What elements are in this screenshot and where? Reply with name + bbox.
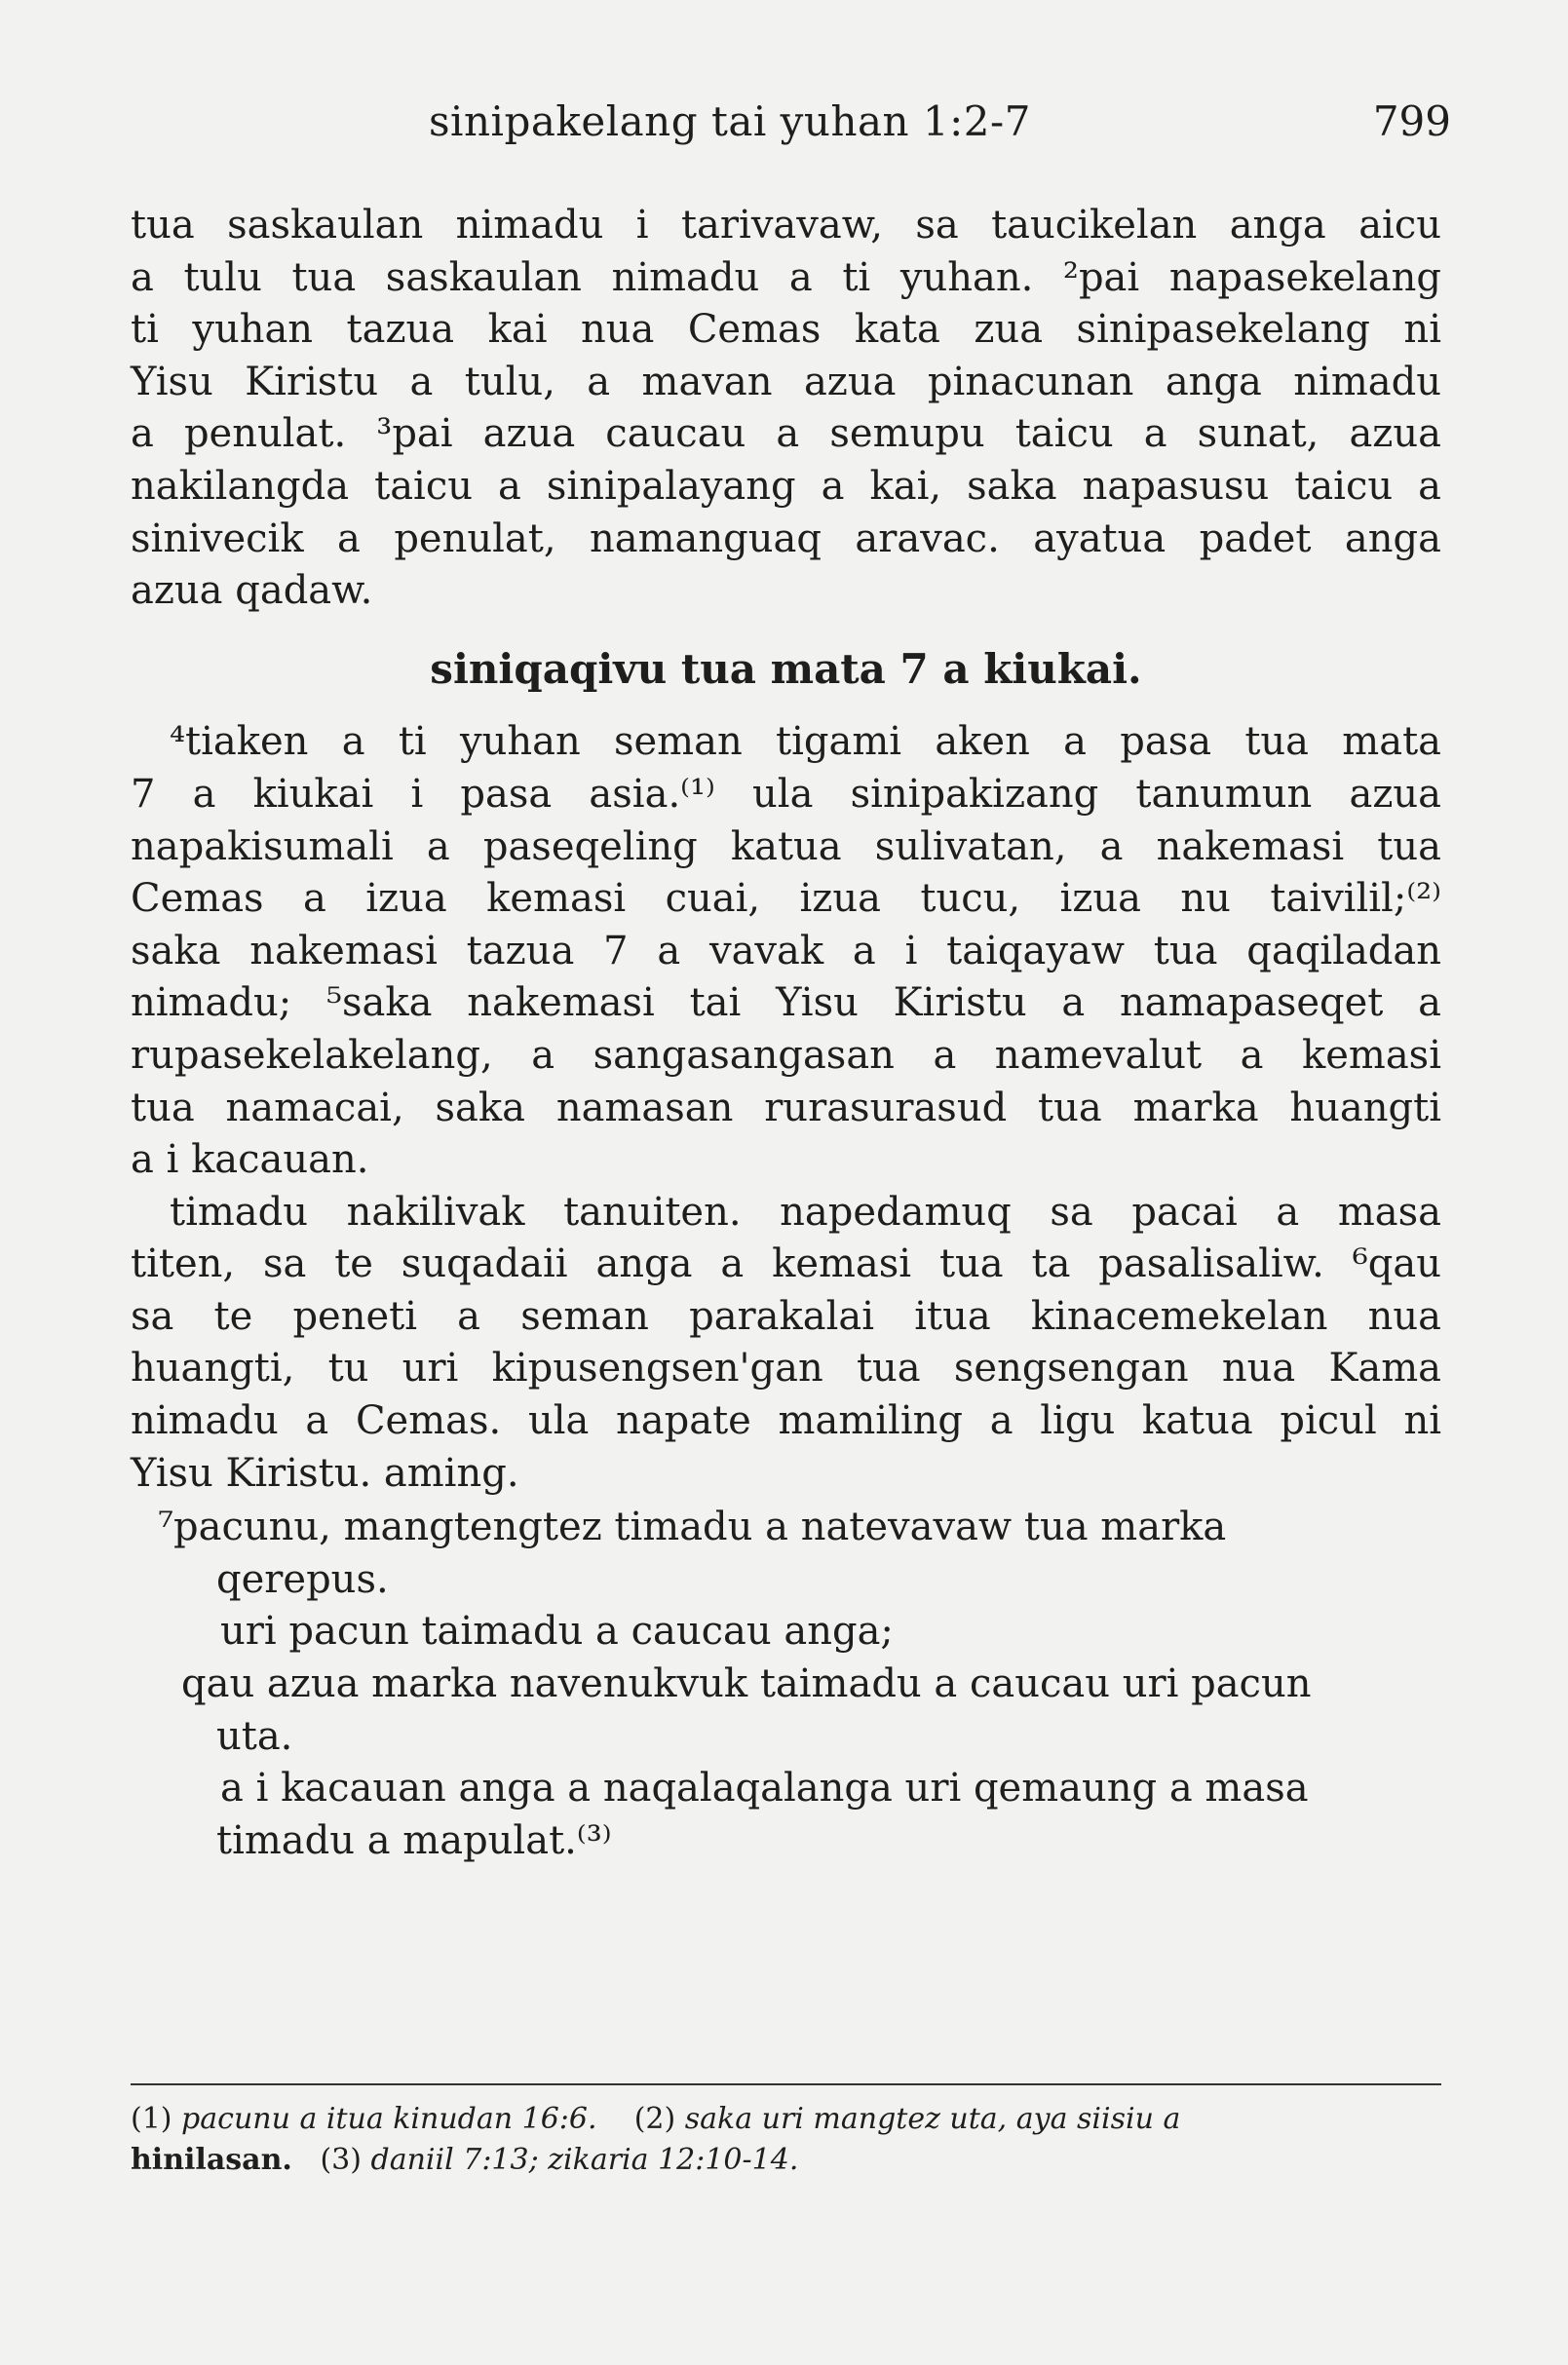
text-line: a i kacauan. xyxy=(131,1137,369,1183)
text-line: tua saskaulan nimadu i tarivavaw, sa taucikelan anga aicu xyxy=(131,203,1441,248)
text-line: titen, sa te suqadaii anga a kemasi tua ta pasalisaliw. ⁶qau xyxy=(131,1241,1441,1287)
footnote-2-text: saka uri mangtez uta, aya siisiu a xyxy=(684,2102,1181,2136)
text-line: nakilangda taicu a sinipalayang a kai, saka napasusu taicu a xyxy=(131,463,1441,509)
text-line: tua namacai, saka namasan rurasurasud tua marka huangti xyxy=(131,1085,1441,1130)
poem-line: ⁷pacunu, mangtengtez timadu a natevavaw tua marka xyxy=(158,1505,1227,1550)
text-line: azua qadaw. xyxy=(131,568,373,614)
text-line: sa te peneti a seman parakalai itua kinacemekelan nua xyxy=(131,1293,1441,1339)
poem-line: uta. xyxy=(216,1713,293,1759)
footnotes xyxy=(131,2083,1441,2181)
text-line: nimadu; ⁵saka nakemasi tai Yisu Kiristu a namapaseqet a xyxy=(131,980,1441,1026)
page-number: 799 xyxy=(1372,97,1451,145)
footnote-2-continuation: hinilasan. xyxy=(131,2143,292,2177)
text-line: ⁴tiaken a ti yuhan seman tigami aken a pasa tua mata xyxy=(170,719,1441,765)
poem-line: a i kacauan anga a naqalaqalanga uri qemaung a masa xyxy=(220,1766,1309,1812)
running-header xyxy=(429,97,1451,156)
text-line: rupasekelakelang, a sangasangasan a namevalut a kemasi xyxy=(131,1032,1441,1078)
text-line: ti yuhan tazua kai nua Cemas kata zua sinipasekelang ni xyxy=(131,307,1441,353)
text-line: Yisu Kiristu a tulu, a mavan azua pinacunan anga nimadu xyxy=(131,359,1441,404)
text-line: nimadu a Cemas. ula napate mamiling a ligu katua picul ni xyxy=(131,1398,1441,1444)
poem-line: uri pacun taimadu a caucau anga; xyxy=(220,1609,894,1655)
poem-line: qerepus. xyxy=(216,1556,389,1602)
text-line: Yisu Kiristu. aming. xyxy=(131,1450,519,1496)
poem-line: qau azua marka navenukvuk taimadu a caucau uri pacun xyxy=(181,1661,1312,1707)
footnote-1-mark: (1) xyxy=(131,2102,172,2136)
paragraph-1 xyxy=(131,200,1441,618)
text-line: timadu nakilivak tanuiten. napedamuq sa pacai a masa xyxy=(170,1189,1441,1235)
text-line: sinivecik a penulat, namanguaq aravac. ayatua padet anga xyxy=(131,515,1441,561)
footnote-1-text: pacunu a itua kinudan 16:6. xyxy=(181,2102,597,2136)
footnote-2-mark: (2) xyxy=(633,2102,676,2136)
text-line: saka nakemasi tazua 7 a vavak a i taiqayaw tua qaqiladan xyxy=(131,928,1441,973)
poetic-passage xyxy=(131,1502,1441,1867)
chapter-title: sinipakelang tai yuhan 1:2-7 xyxy=(429,97,1031,145)
text-line: a tulu tua saskaulan nimadu a ti yuhan. ²pai napasekelang xyxy=(131,254,1441,300)
body-text xyxy=(131,200,1441,1867)
text-line: napakisumali a paseqeling katua sulivatan, a nakemasi tua xyxy=(131,823,1441,869)
text-line: Cemas a izua kemasi cuai, izua tucu, izua nu taivilil;⁽²⁾ xyxy=(131,876,1441,922)
footnote-3-text: daniil 7:13; zikaria 12:10-14. xyxy=(370,2143,799,2177)
paragraph-3 xyxy=(131,1187,1441,1501)
text-line: huangti, tu uri kipusengsen'gan tua sengsengan nua Kama xyxy=(131,1346,1441,1392)
text-line: 7 a kiukai i pasa asia.⁽¹⁾ ula sinipakizang tanumun azua xyxy=(131,771,1441,817)
poem-line: timadu a mapulat.⁽³⁾ xyxy=(216,1817,612,1863)
section-heading: siniqaqivu tua mata 7 a kiukai. xyxy=(430,644,1142,693)
text-line: a penulat. ³pai azua caucau a semupu taicu a sunat, azua xyxy=(131,411,1441,457)
paragraph-2 xyxy=(131,716,1441,1186)
footnote-3-mark: (3) xyxy=(320,2143,362,2177)
